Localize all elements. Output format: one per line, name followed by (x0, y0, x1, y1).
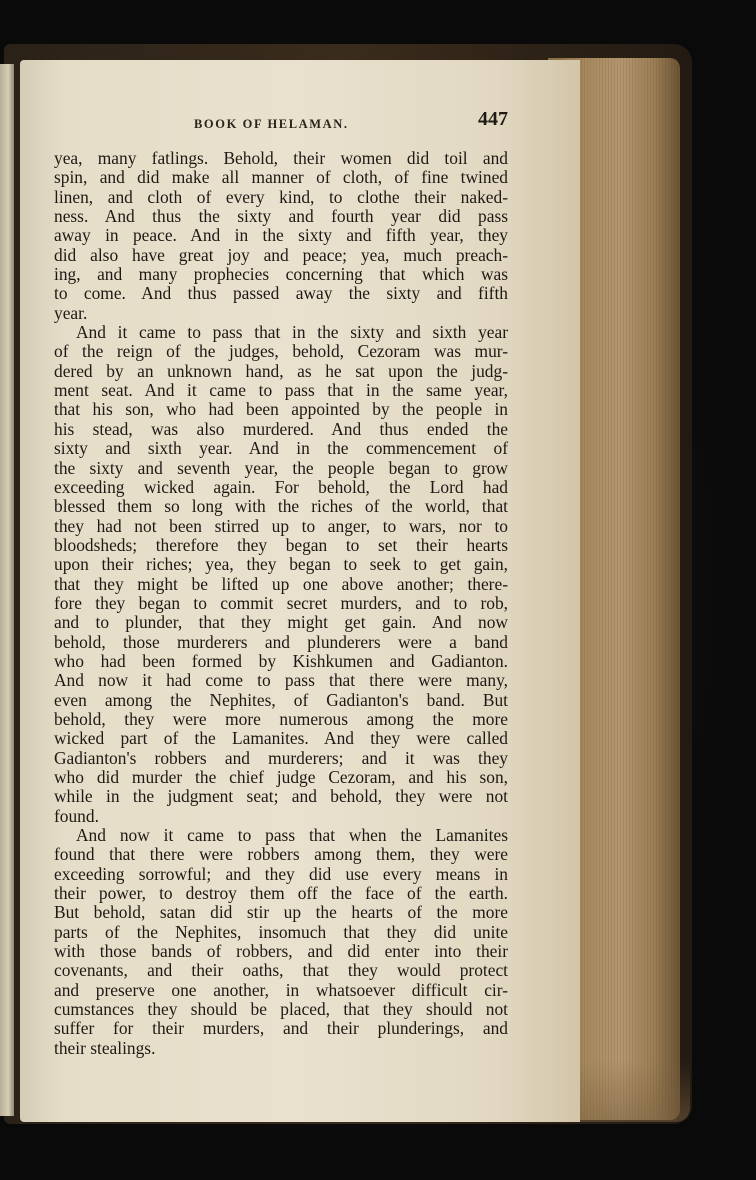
text-line: dered by an unknown hand, as he sat upon the judg- (54, 360, 508, 381)
text-line: his stead, was also murdered. And thus ended the (54, 418, 508, 439)
text-line: covenants, and their oaths, that they would protect (54, 960, 508, 981)
text-line: ment seat. And it came to pass that in the same year, (54, 380, 508, 401)
left-page-sliver (0, 64, 14, 1116)
text-line: behold, they were more numerous among the more (54, 708, 508, 729)
text-line: and preserve one another, in whatsoever difficult cir- (54, 979, 508, 1000)
text-line: And now it had come to pass that there were many, (54, 670, 508, 691)
text-line: found. (54, 805, 99, 826)
text-line: spin, and did make all manner of cloth, of fine twined (54, 167, 508, 188)
text-line: that his son, who had been appointed by the people in (54, 399, 508, 420)
text-line: who did murder the chief judge Cezoram, and his son, (54, 767, 508, 787)
running-head (52, 108, 508, 138)
text-line: to come. And thus passed away the sixty and fifth (54, 283, 508, 304)
text-line: sixty and sixth year. And in the commencement of (54, 438, 508, 459)
text-line: ing, and many prophecies concerning that which was (54, 264, 508, 285)
text-line: found that there were robbers among them, they were (54, 844, 508, 865)
text-line: the sixty and seventh year, the people began to grow (54, 457, 508, 478)
text-line: parts of the Nephites, insomuch that they did unite (54, 921, 508, 942)
text-line: with those bands of robbers, and did enter into their (54, 941, 508, 962)
text-line: behold, those murderers and plunderers were a band (54, 631, 508, 652)
text-line: And now it came to pass that when the Lamanites (76, 825, 508, 846)
body-text (54, 149, 508, 1058)
text-line: who had been formed by Kishkumen and Gadianton. (54, 650, 508, 671)
text-line: exceeding sorrowful; and they did use every means in (54, 863, 508, 884)
text-line: Gadianton's robbers and murderers; and it was they (54, 747, 508, 768)
text-line: did also have great joy and peace; yea, much preach- (54, 244, 508, 265)
text-line: And it came to pass that in the sixty and sixth year (76, 322, 508, 343)
text-line: they had not been stirred up to anger, to wars, nor to (54, 515, 508, 536)
text-line: exceeding wicked again. For behold, the Lord had (54, 476, 508, 497)
text-line: fore they began to commit secret murders, and to rob, (54, 592, 508, 613)
text-line: bloodsheds; therefore they began to set their hearts (54, 534, 508, 555)
text-line: yea, many fatlings. Behold, their women did toil and (54, 148, 508, 168)
text-line: But behold, satan did stir up the hearts of the more (54, 902, 508, 923)
text-line: linen, and cloth of every kind, to clothe their naked- (54, 186, 508, 207)
text-line: suffer for their murders, and their plunderings, and (54, 1018, 508, 1039)
text-line: year. (54, 302, 88, 323)
text-line: cumstances they should be placed, that they should not (54, 999, 508, 1020)
text-line: and to plunder, that they might get gain. And now (54, 612, 508, 633)
text-line: of the reign of the judges, behold, Cezoram was mur- (54, 341, 508, 362)
text-line: ness. And thus the sixty and fourth year did pass (54, 206, 508, 227)
text-line: wicked part of the Lamanites. And they were called (54, 728, 508, 749)
text-line: away in peace. And in the sixty and fifth year, they (54, 225, 508, 246)
text-line: upon their riches; yea, they began to seek to get gain, (54, 554, 508, 575)
text-line: that they might be lifted up one above another; there- (54, 573, 508, 594)
text-line: blessed them so long with the riches of the world, that (54, 496, 508, 517)
text-line: even among the Nephites, of Gadianton's band. But (54, 689, 508, 710)
header-title: BOOK OF HELAMAN. (194, 117, 349, 131)
text-line: their stealings. (54, 1037, 156, 1058)
text-line: while in the judgment seat; and behold, they were not (54, 786, 508, 807)
text-line: their power, to destroy them off the face of the earth. (54, 883, 508, 904)
page-number: 447 (478, 108, 508, 130)
